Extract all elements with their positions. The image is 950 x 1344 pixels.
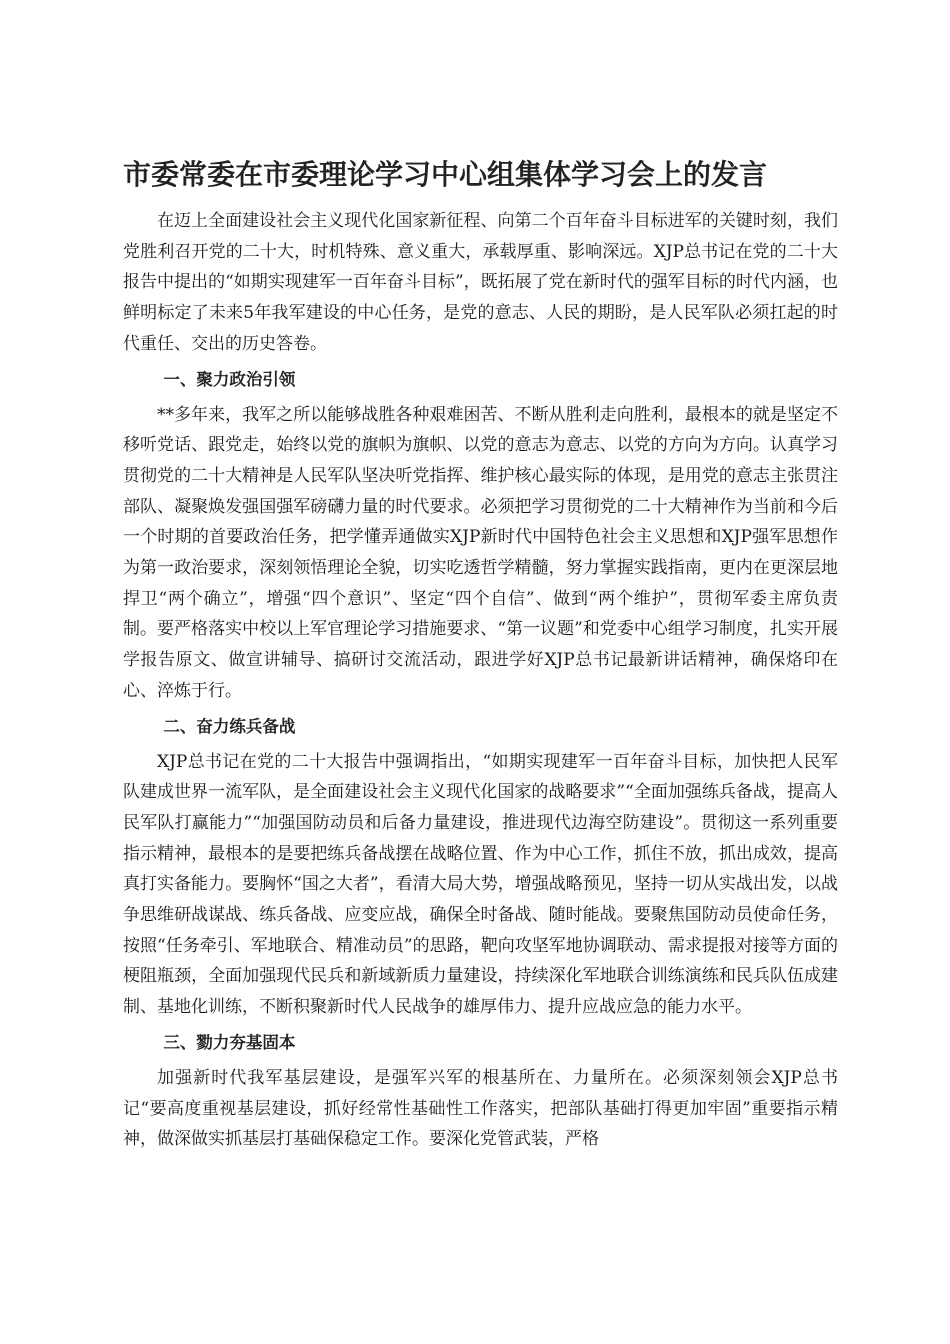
document-page xyxy=(123,150,838,1155)
section-paragraph: 加强新时代我军基层建设，是强军兴军的根基所在、力量所在。必须深刻领会XJP总书记“要高度重视基层建设，抓好经常性基础性工作落实，把部队基础打得更加牢固”重要指示精神，做深做实抓基层打基础保稳定工作。要深化党管武装，严格 xyxy=(123,1067,838,1150)
section-1 xyxy=(123,365,838,707)
section-3 xyxy=(123,1028,838,1155)
section-heading: 一、聚力政治引领 xyxy=(163,369,296,389)
section-paragraph: **多年来，我军之所以能够战胜各种艰难困苦、不断从胜利走向胜利，最根本的就是坚定不移听党话、跟党走，始终以党的旗帜为旗帜、以党的意志为意志、以党的方向为方向。认真学习贯彻党的二十大精神是人民军队坚决听党指挥、维护核心最实际的体现，是用党的意志主张贯注部队、凝聚焕发强国强军磅礴力量的时代要求。必须把学习贯彻党的二十大精神作为当前和今后一个时期的首要政治任务，把学懂弄通做实XJP新时代中国特色社会主义思想和XJP强军思想作为第一政治要求，深刻领悟理论全貌，切实吃透哲学精髓，努力掌握实践指南，更内在更深层地捍卫“两个确立”，增强“四个意识”、坚定“四个自信”、做到“两个维护”，贯彻军委主席负责制。要严格落实中校以上军官理论学习措施要求、“第一议题”和党委中心组学习制度，扎实开展学报告原文、做宣讲辅导、搞研讨交流活动，跟进学好XJP总书记最新讲话精神，确保烙印在心、淬炼于行。 xyxy=(123,404,838,701)
document-title: 市委常委在市委理论学习中心组集体学习会上的发言 xyxy=(123,158,768,191)
intro-paragraph: 在迈上全面建设社会主义现代化国家新征程、向第二个百年奋斗目标进军的关键时刻，我们党胜利召开党的二十大，时机特殊、意义重大，承载厚重、影响深远。XJP总书记在党的二十大报告中提出的“如期实现建军一百年奋斗目标”，既拓展了党在新时代的强军目标的时代内涵，也鲜明标定了未来5年我军建设的中心任务，是党的意志、人民的期盼，是人民军队必须扛起的时代重任、交出的历史答卷。 xyxy=(123,211,838,354)
section-2 xyxy=(123,712,838,1023)
section-heading: 二、奋力练兵备战 xyxy=(163,716,296,736)
section-heading: 三、勠力夯基固本 xyxy=(163,1032,296,1052)
section-paragraph: XJP总书记在党的二十大报告中强调指出，“如期实现建军一百年奋斗目标，加快把人民军队建成世界一流军队，是全面建设社会主义现代化国家的战略要求”“全面加强练兵备战，提高人民军队打赢能力”“加强国防动员和后备力量建设，推进现代边海空防建设”。贯彻这一系列重要指示精神，最根本的是要把练兵备战摆在战略位置、作为中心工作，抓住不放，抓出成效，提高真打实备能力。要胸怀“国之大者”，看清大局大势，增强战略预见，坚持一切从实战出发，以战争思维研战谋战、练兵备战、应变应战，确保全时备战、随时能战。要聚焦国防动员使命任务，按照“任务牵引、军地联合、精准动员”的思路，靶向攻坚军地协调联动、需求提报对接等方面的梗阻瓶颈，全面加强现代民兵和新域新质力量建设，持续深化军地联合训练演练和民兵队伍成建制、基地化训练，不断积聚新时代人民战争的雄厚伟力、提升应战应急的能力水平。 xyxy=(123,751,838,1018)
